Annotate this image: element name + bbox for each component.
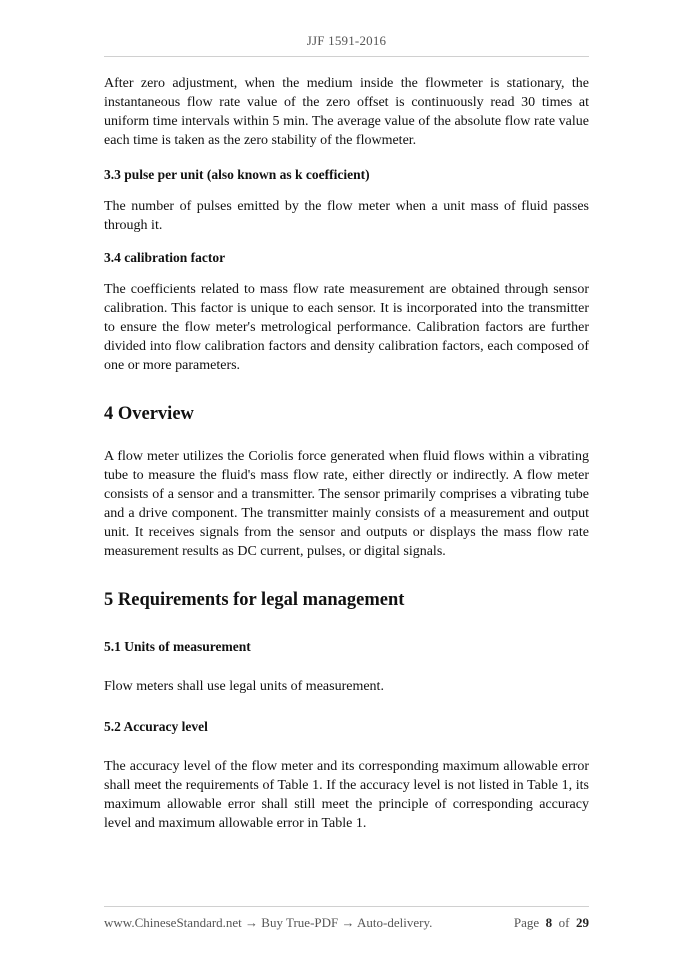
page-body xyxy=(104,74,589,833)
arrow-right-icon: → xyxy=(341,915,355,930)
page-header xyxy=(0,33,693,49)
heading-3-3: 3.3 pulse per unit (also known as k coefficient) xyxy=(104,167,370,182)
site-link[interactable]: www.ChineseStandard.net xyxy=(104,915,242,930)
paragraph-5-2: The accuracy level of the flow meter and its corresponding maximum allowable error shall meet the requirements of Table 1. If the accuracy level is not listed in Table 1, its maximum allowable error shall still meet the principle of corresponding accuracy level and maximum allowable error in Table 1. xyxy=(104,759,589,831)
page-number xyxy=(514,915,589,931)
page-of-label: of xyxy=(558,915,570,930)
paragraph-3-3: The number of pulses emitted by the flow meter when a unit mass of fluid passes through it. xyxy=(104,199,589,233)
header-divider xyxy=(104,56,589,57)
paragraph-zero-stability: After zero adjustment, when the medium inside the flowmeter is stationary, the instantaneous flow rate value of the zero offset is continuously read 30 times at uniform time intervals within 5 min. The average value of the absolute flow rate value each time is taken as the zero stability of the flowmeter. xyxy=(104,76,589,148)
heading-5-2: 5.2 Accuracy level xyxy=(104,719,208,734)
page-current: 8 xyxy=(545,915,553,930)
footer-promo xyxy=(104,915,432,931)
auto-delivery-text: Auto-delivery. xyxy=(357,915,433,930)
page-footer xyxy=(104,915,589,931)
document-id: JJF 1591-2016 xyxy=(306,33,387,48)
paragraph-3-4: The coefficients related to mass flow rate measurement are obtained through sensor calibration. This factor is unique to each sensor. It is incorporated into the transmitter to ensure the flow meter's metrological performance. Calibration factors are further divided into flow calibration factors and density calibration factors, each composed of one or more parameters. xyxy=(104,282,589,373)
paragraph-4: A flow meter utilizes the Coriolis force generated when fluid flows within a vibrating tube to measure the fluid's mass flow rate, either directly or indirectly. A flow meter consists of a sensor and a transmitter. The sensor primarily comprises a vibrating tube and a drive component. The transmitter mainly consists of a measurement and output unit. It receives signals from the sensor and outputs or displays the mass flow rate measurement results as DC current, pulses, or digital signals. xyxy=(104,449,589,559)
heading-3-4: 3.4 calibration factor xyxy=(104,250,226,265)
page-label: Page xyxy=(513,915,540,930)
buy-true-pdf-text: Buy True-PDF xyxy=(261,915,339,930)
heading-4-overview: 4 Overview xyxy=(104,404,194,424)
arrow-right-icon: → xyxy=(245,915,259,930)
heading-5-1: 5.1 Units of measurement xyxy=(104,639,251,654)
heading-5-legal-management: 5 Requirements for legal management xyxy=(104,590,405,610)
page-total: 29 xyxy=(576,915,589,930)
paragraph-5-1: Flow meters shall use legal units of measurement. xyxy=(104,679,384,694)
footer-divider xyxy=(104,906,589,907)
